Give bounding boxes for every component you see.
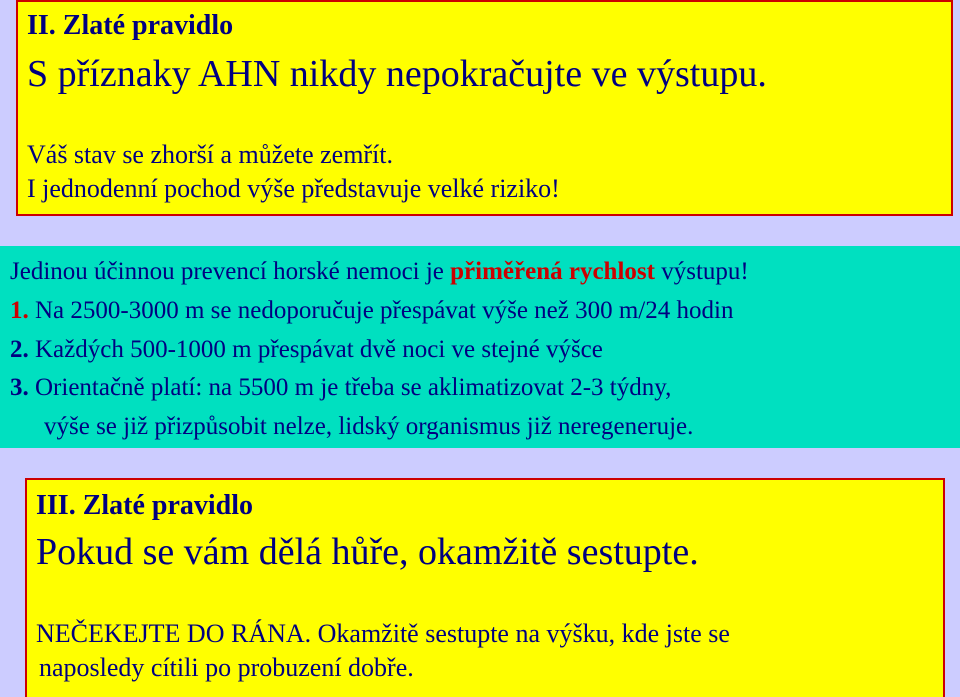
rule3-title: III. Zlaté pravidlo — [36, 490, 254, 521]
rule3-line2: naposledy cítili po probuzení dobře. — [39, 653, 414, 682]
item3-text: Orientačně platí: na 5500 m je třeba se aklimatizovat 2-3 týdny, — [28, 374, 672, 401]
prevention-item-3-continued: výše se již přizpůsobit nelze, lidský organismus již neregeneruje. — [44, 413, 694, 440]
item1-number: 1. — [10, 297, 29, 324]
item2-number: 2. — [10, 336, 29, 363]
golden-rule-2-box — [16, 0, 953, 216]
prevention-item-3 — [10, 374, 671, 402]
rule3-line1: NEČEKEJTE DO RÁNA. Okamžitě sestupte na výšku, kde jste se — [36, 619, 730, 648]
prevention-item-2 — [10, 336, 603, 364]
rule2-title: II. Zlaté pravidlo — [27, 10, 234, 41]
item3-number: 3. — [10, 374, 29, 401]
rule3-heading: Pokud se vám dělá hůře, okamžitě sestupte. — [36, 531, 699, 573]
golden-rule-3-box — [25, 478, 945, 697]
prevention-intro-after: výstupu! — [654, 258, 749, 285]
item2-text: Každých 500-1000 m přespávat dvě noci ve stejné výšce — [28, 336, 603, 363]
rule2-line2: I jednodenní pochod výše představuje velké riziko! — [27, 174, 560, 203]
prevention-item-1 — [10, 297, 733, 325]
item1-text: Na 2500-3000 m se nedoporučuje přespávat výše než 300 m/24 hodin — [28, 297, 734, 324]
prevention-box — [0, 246, 960, 448]
prevention-intro — [10, 258, 749, 286]
rule2-line1: Váš stav se zhorší a můžete zemřít. — [27, 140, 394, 169]
rule2-heading: S příznaky AHN nikdy nepokračujte ve výstupu. — [27, 53, 767, 95]
prevention-intro-before: Jedinou účinnou prevencí horské nemoci je — [10, 258, 451, 285]
prevention-intro-highlight: přiměřená rychlost — [450, 258, 655, 285]
